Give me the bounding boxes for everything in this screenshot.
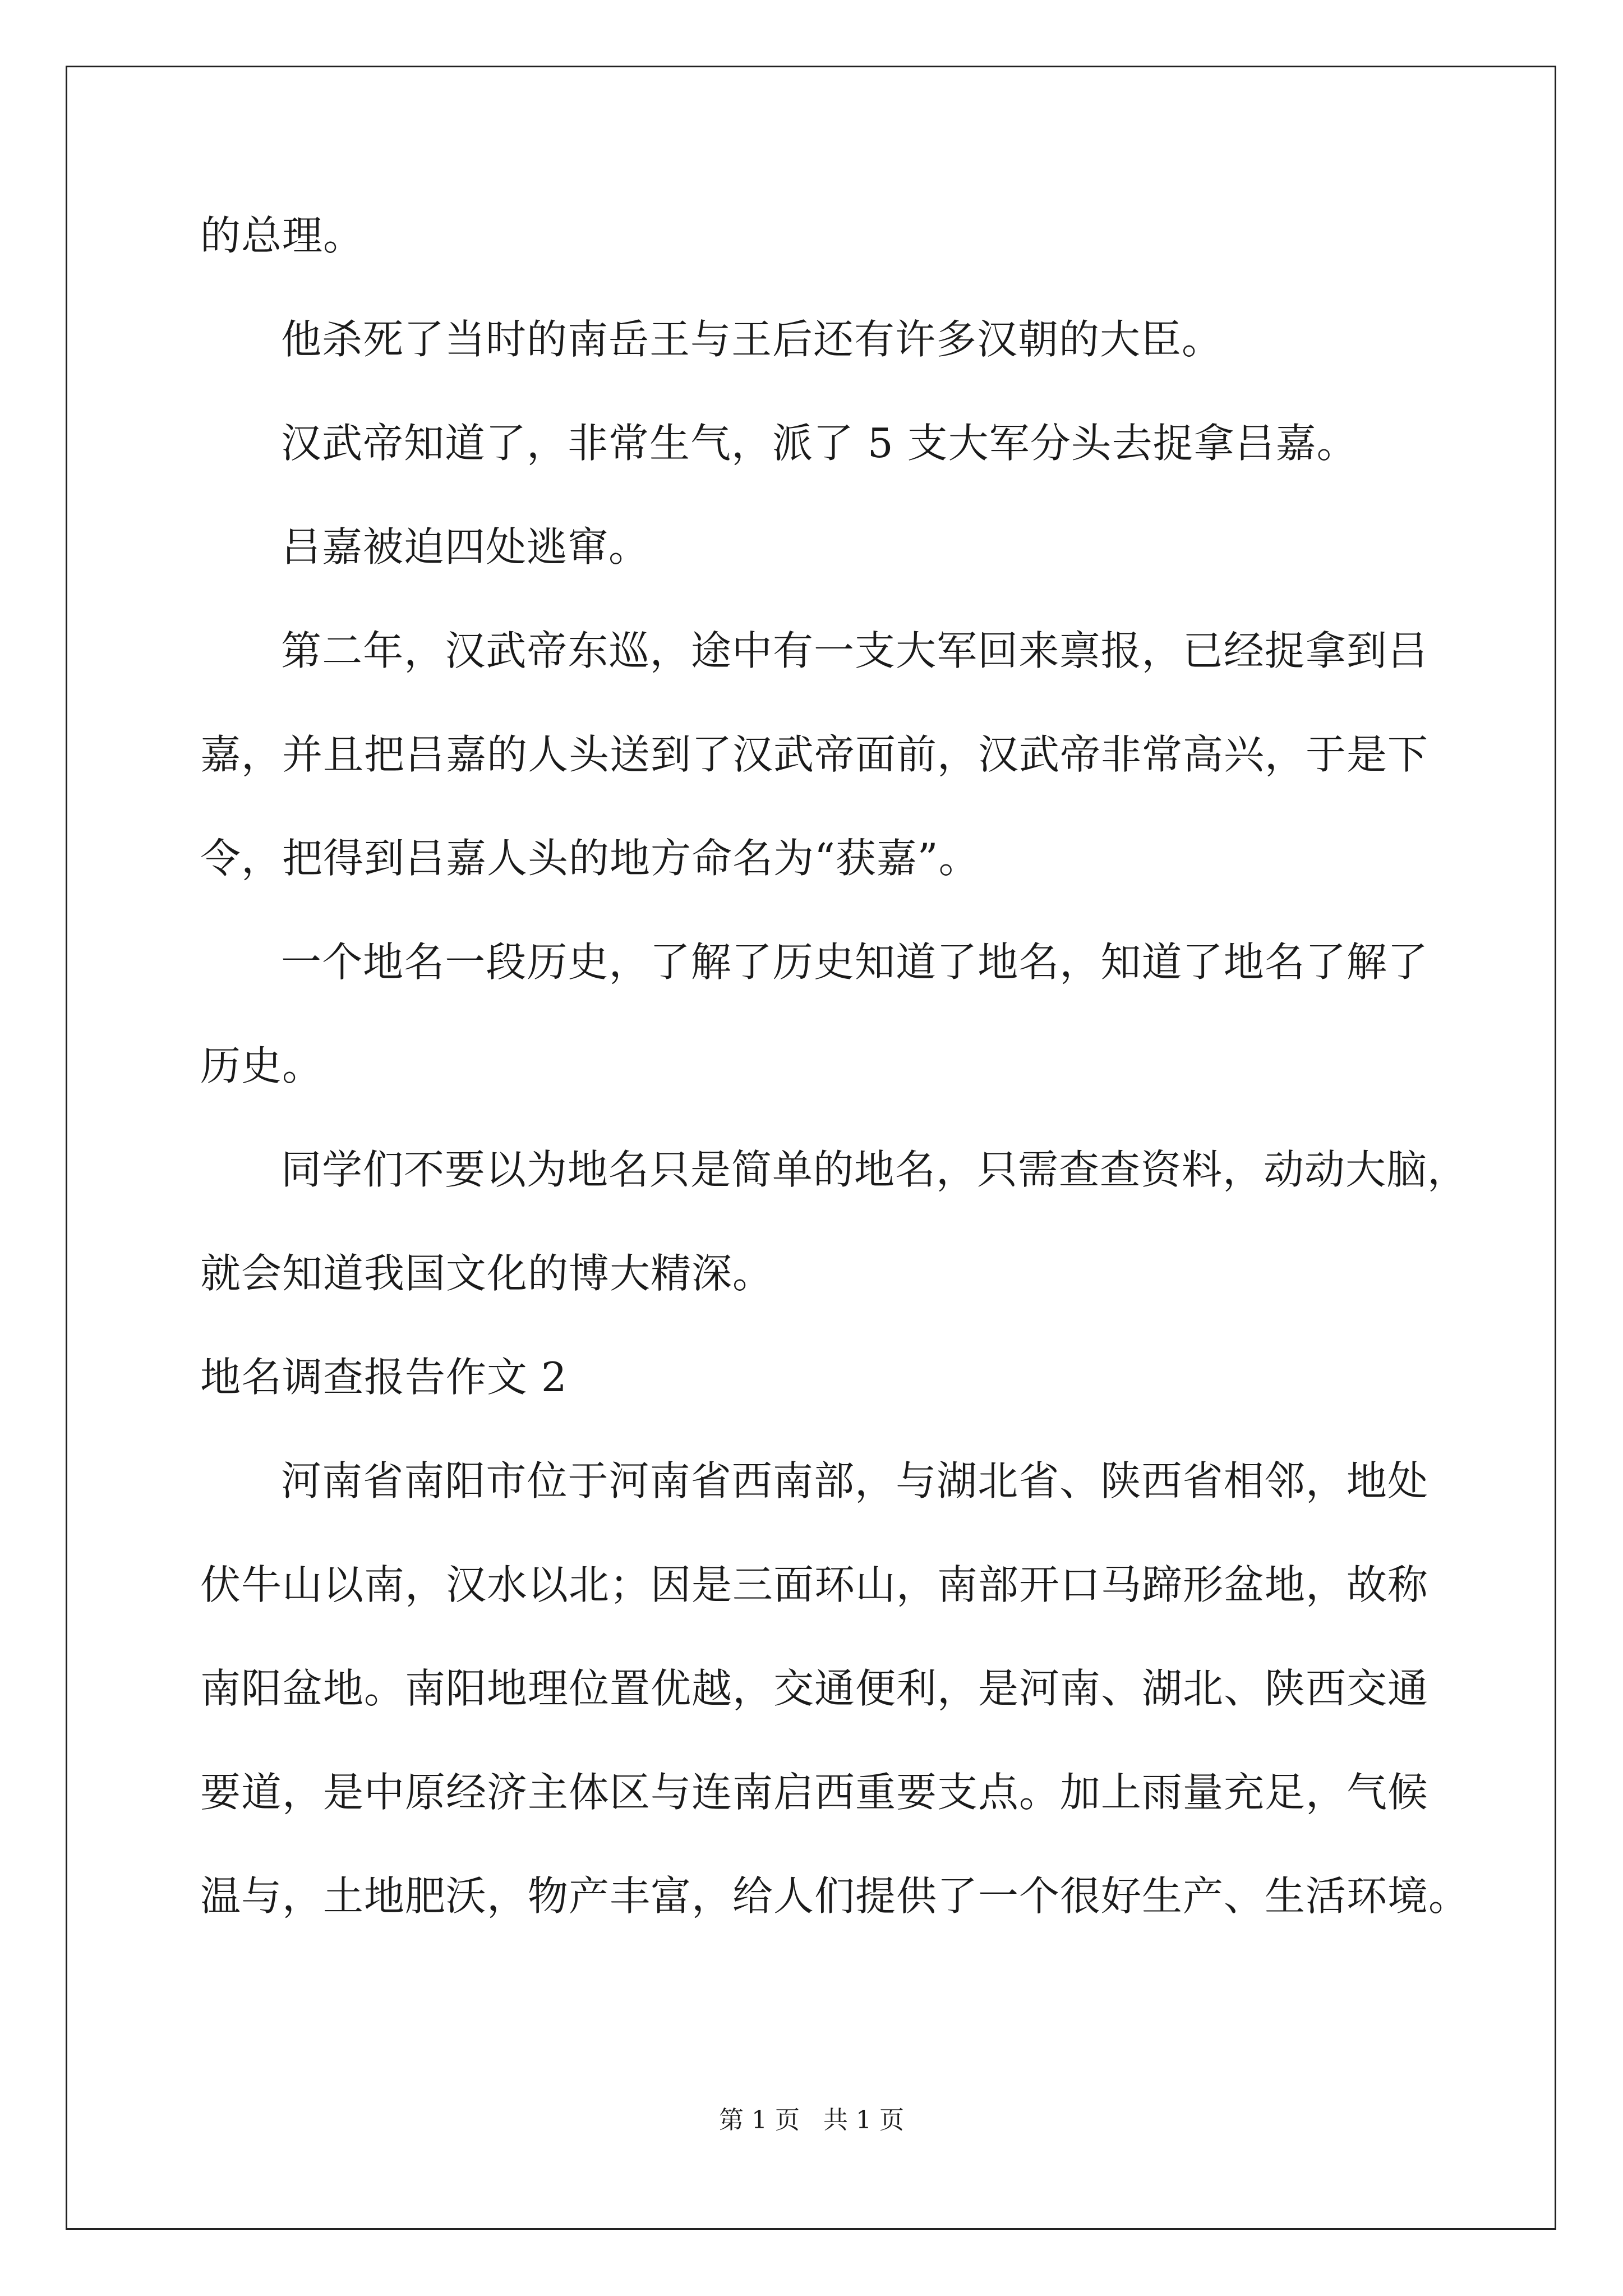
paragraph-line: 同学们不要以为地名只是简单的地名，只需查查资料，动动大脑， <box>281 1146 1469 1193</box>
text-line: 的总理。 <box>200 212 365 259</box>
section-heading: 地名调查报告作文 2 <box>200 1354 568 1401</box>
paragraph-line: 一个地名一段历史，了解了历史知道了地名，知道了地名了解了 <box>281 938 1428 986</box>
text-line: 南阳盆地。南阳地理位置优越，交通便利，是河南、湖北、陕西交通 <box>200 1665 1429 1712</box>
text-line: 令，把得到吕嘉人头的地方命名为“获嘉”。 <box>200 835 980 882</box>
text-line: 要道，是中原经济主体区与连南启西重要支点。加上雨量充足，气候 <box>200 1769 1429 1816</box>
paragraph-line: 他杀死了当时的南岳王与王后还有许多汉朝的大臣。 <box>281 316 1223 363</box>
text-line: 伏牛山以南，汉水以北；因是三面环山，南部开口马蹄形盆地，故称 <box>200 1561 1429 1608</box>
paragraph-line: 河南省南阳市位于河南省西南部，与湖北省、陕西省相邻，地处 <box>281 1457 1428 1504</box>
paragraph-line: 第二年，汉武帝东巡，途中有一支大军回来禀报，已经捉拿到吕 <box>281 627 1428 674</box>
text-line: 温与，土地肥沃，物产丰富，给人们提供了一个很好生产、生活环境。 <box>200 1872 1470 1920</box>
text-line: 就会知道我国文化的博大精深。 <box>200 1250 774 1297</box>
page-footer: 第 1 页 共 1 页 <box>719 2106 904 2134</box>
text-line: 历史。 <box>200 1042 324 1089</box>
paragraph-line: 汉武帝知道了，非常生气，派了 5 支大军分头去捉拿吕嘉。 <box>281 420 1358 467</box>
paragraph-line: 吕嘉被迫四处逃窜。 <box>281 523 650 570</box>
text-line: 嘉，并且把吕嘉的人头送到了汉武帝面前，汉武帝非常高兴，于是下 <box>200 731 1429 778</box>
